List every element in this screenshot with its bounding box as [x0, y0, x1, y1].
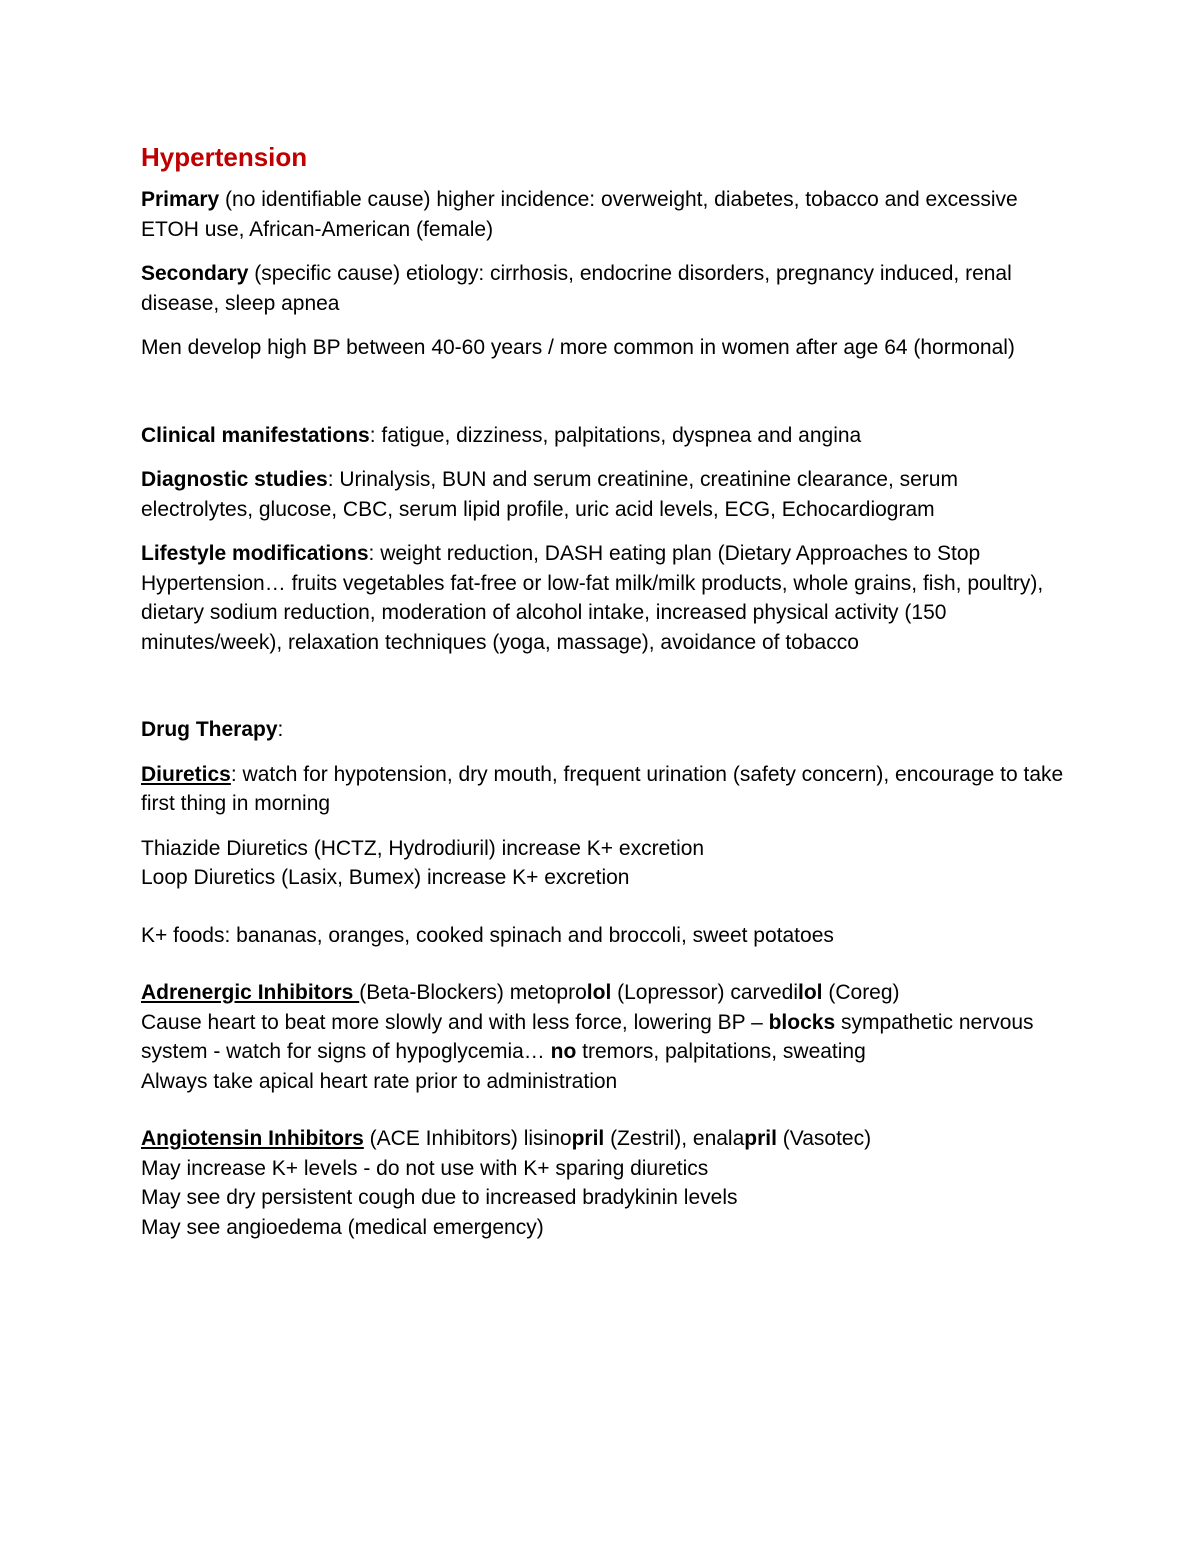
page-title: Hypertension — [141, 142, 308, 172]
adrenergic-bold-suffix: lol — [798, 981, 823, 1004]
thiazide-line: Thiazide Diuretics (HCTZ, Hydrodiuril) increase K+ excretion — [141, 836, 705, 860]
diagnostic-label: Diagnostic studies — [141, 468, 328, 491]
secondary-label: Secondary — [141, 262, 249, 285]
adrenergic-paragraph — [141, 978, 1071, 1096]
adrenergic-effect-text: Cause heart to beat more slowly and with less force, lowering BP – — [141, 1010, 769, 1034]
adrenergic-effect-text: tremors, palpitations, sweating — [576, 1040, 866, 1063]
adrenergic-blocks-bold: blocks — [768, 1010, 836, 1034]
lifestyle-label: Lifestyle modifications — [141, 542, 369, 565]
diuretics-text: : watch for hypotension, dry mouth, frequent urination (safety concern), encourage to take first thing in morning — [141, 762, 1064, 815]
angiotensin-cough-line: May see dry persistent cough due to increased bradykinin levels — [141, 1186, 738, 1209]
secondary-paragraph — [141, 259, 1071, 318]
loop-line: Loop Diuretics (Lasix, Bumex) increase K+ excretion — [141, 866, 630, 889]
angiotensin-potassium-line: May increase K+ levels - do not use with K+ sparing diuretics — [141, 1156, 709, 1180]
angiotensin-angioedema-line: May see angioedema (medical emergency) — [141, 1215, 544, 1239]
drug-therapy-heading — [141, 715, 1071, 745]
adrenergic-bold-suffix: lol — [586, 981, 612, 1004]
adrenergic-text: (Lopressor) carvedi — [611, 981, 799, 1004]
adrenergic-no-bold: no — [550, 1040, 577, 1063]
diagnostic-paragraph — [141, 465, 1071, 524]
document-body — [141, 139, 1071, 1257]
men-note: Men develop high BP between 40-60 years / more common in women after age 64 (hormonal) — [141, 336, 1015, 359]
adrenergic-apical-line: Always take apical heart rate prior to administration — [141, 1069, 618, 1093]
clinical-paragraph — [141, 421, 1071, 451]
angiotensin-text: (ACE Inhibitors) lisino — [363, 1127, 572, 1150]
diuretics-types — [141, 834, 1071, 893]
adrenergic-text: (Beta-Blockers) metopro — [359, 981, 587, 1004]
angiotensin-paragraph — [141, 1124, 1071, 1242]
primary-text: (no identifiable cause) higher incidence: overweight, diabetes, tobacco and excessive ETOH use, African-American (female) — [141, 188, 1018, 241]
adrenergic-effect-text: sympathetic nervous system - watch for signs of hypoglycemia… — [141, 1010, 1034, 1063]
angiotensin-label: Angiotensin Inhibitors — [141, 1127, 364, 1150]
clinical-label: Clinical manifestations — [141, 423, 370, 447]
k-foods-line: K+ foods: bananas, oranges, cooked spinach and broccoli, sweet potatoes — [141, 923, 834, 947]
drug-therapy-suffix: : — [277, 718, 284, 741]
adrenergic-label: Adrenergic Inhibitors — [141, 981, 360, 1004]
diuretics-paragraph — [141, 760, 1071, 819]
angiotensin-bold-suffix: pril — [571, 1127, 605, 1150]
diuretics-label: Diuretics — [141, 762, 231, 786]
angiotensin-bold-suffix: pril — [744, 1127, 777, 1150]
adrenergic-text: (Coreg) — [822, 981, 900, 1004]
clinical-text: : fatigue, dizziness, palpitations, dyspnea and angina — [369, 423, 862, 447]
secondary-text: (specific cause) etiology: cirrhosis, endocrine disorders, pregnancy induced, renal disease, sleep apnea — [141, 262, 1012, 315]
primary-paragraph — [141, 185, 1071, 244]
lifestyle-text: : weight reduction, DASH eating plan (Dietary Approaches to Stop Hypertension… fruits vegetables fat-free or low-fat milk/milk products, whole grains, fish, poultry), dietary sodium reduction, moderation of alcohol intake, increased physical activity (150 minutes/week), relaxation techniques (yoga, massage), avoidance of tobacco — [141, 542, 1044, 654]
primary-label: Primary — [141, 188, 220, 211]
drug-therapy-label: Drug Therapy — [141, 718, 278, 741]
diagnostic-text: : Urinalysis, BUN and serum creatinine, creatinine clearance, serum electrolytes, glucose, CBC, serum lipid profile, uric acid levels, ECG, Echocardiogram — [141, 468, 958, 521]
lifestyle-paragraph — [141, 539, 1071, 657]
angiotensin-text: (Vasotec) — [776, 1127, 872, 1150]
angiotensin-text: (Zestril), enala — [604, 1127, 745, 1150]
